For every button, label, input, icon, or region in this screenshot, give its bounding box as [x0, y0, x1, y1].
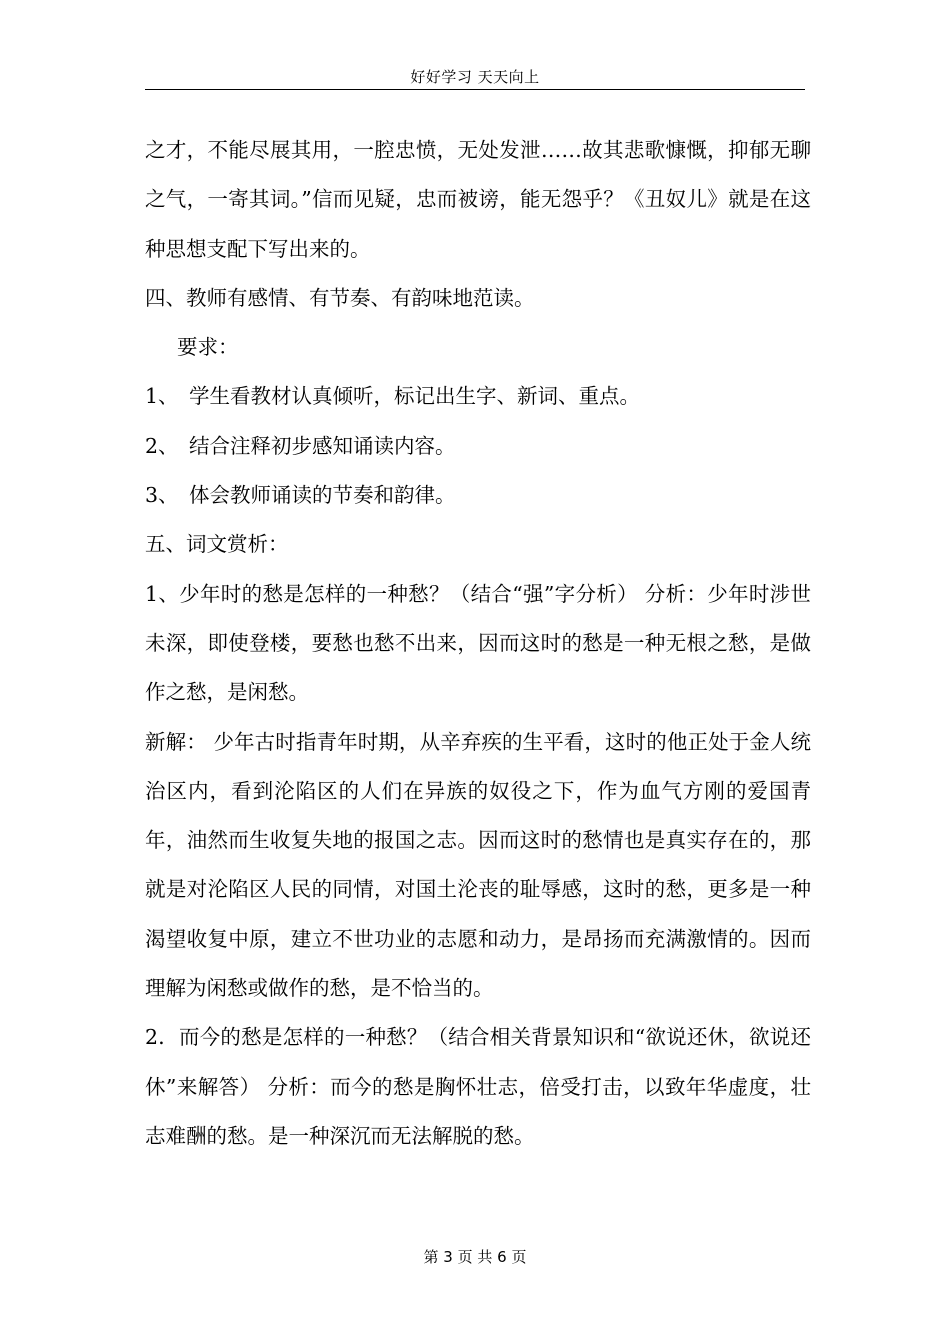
list-item	[145, 422, 811, 471]
list-item	[145, 471, 811, 520]
requirements-label: 要求：	[177, 335, 239, 360]
section-heading-4: 四、教师有感情、有节奏、有韵味地范读。	[145, 285, 535, 310]
list-item-text: 结合注释初步感知诵读内容。	[189, 433, 456, 458]
paragraph-new-interpretation: 新解： 少年古时指青年时期，从辛弃疾的生平看，这时的他正处于金人统治区内，看到沦陷区的人们在异族的奴役之下，作为血气方刚的爱国青年，油然而生收复失地的报国之志。因而这时的愁情也是真实存在的，那就是对沦陷区人民的同情，对国土沦丧的耻辱感，这时的愁，更多是一种渴望收复中原，建立不世功业的志愿和动力，是昂扬而充满激情的。因而理解为闲愁或做作的愁，是不恰当的。	[145, 729, 811, 1001]
paragraph-background: 之才，不能尽展其用，一腔忠愤，无处发泄……故其悲歌慷慨，抑郁无聊之气，一寄其词。”信而见疑，忠而被谤，能无怨乎？《丑奴儿》就是在这种思想支配下写出来的。	[145, 138, 811, 261]
paragraph-question-2: 2．而今的愁是怎样的一种愁？（结合相关背景知识和“欲说还休，欲说还休”来解答） 分析：而今的愁是胸怀壮志，倍受打击，以致年华虚度，壮志难酬的愁。是一种深沉而无法解脱的愁。	[145, 1025, 811, 1148]
list-item	[145, 372, 811, 421]
list-item-text: 学生看教材认真倾听，标记出生字、新词、重点。	[189, 384, 640, 409]
header-title: 好好学习 天天向上	[410, 68, 540, 86]
page-header	[145, 62, 805, 92]
section-heading-5: 五、词文赏析：	[145, 532, 289, 557]
paragraph-question-1: 1、少年时的愁是怎样的一种愁？（结合“强”字分析） 分析：少年时涉世未深，即使登楼，要愁也愁不出来，因而这时的愁是一种无根之愁，是做作之愁，是闲愁。	[145, 581, 811, 705]
header-rule	[145, 89, 805, 90]
page-number: 第 3 页 共 6 页	[423, 1248, 527, 1266]
list-item-number: 2、	[145, 433, 179, 458]
list-item-number: 3、	[145, 483, 179, 508]
document-body	[145, 126, 811, 1161]
list-item-text: 体会教师诵读的节奏和韵律。	[189, 483, 456, 508]
list-item-number: 1、	[145, 384, 179, 409]
